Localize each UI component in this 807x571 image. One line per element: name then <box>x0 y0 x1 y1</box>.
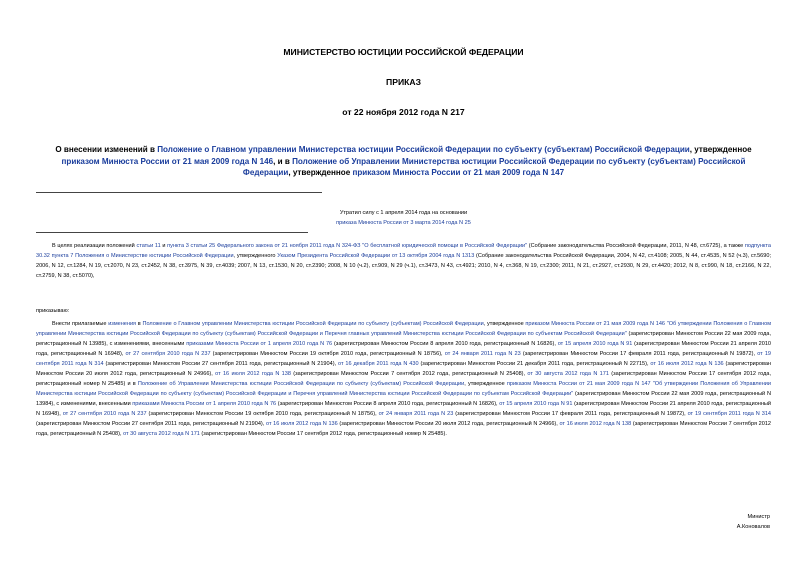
paragraph-text: , утвержденное <box>483 321 526 327</box>
paragraph-text: и <box>160 243 168 249</box>
law-link[interactable]: от 19 сентября 2011 года N 314 <box>687 411 771 417</box>
law-link[interactable]: от 30 августа 2012 года N 171 <box>123 431 200 437</box>
law-link[interactable]: от 19 сентября 2011 года N 314 <box>36 351 772 367</box>
repeal-note <box>36 208 771 228</box>
law-link[interactable]: от 16 июля 2012 года N 136 <box>650 361 724 367</box>
law-link[interactable]: "Об утверждении Положения о Главном управлении Министерства юстиции Российской Федерации по субъекту (субъектам) Российской Федерации и Перечня главных управлений Министерства юстиции Российской Федерации по субъектам Российской Федерации" <box>36 321 772 337</box>
divider <box>36 232 308 233</box>
paragraph-text: (зарегистрирован Минюстом России 27 сентября 2011 года, регистрационный N 21904), <box>103 361 338 367</box>
law-link[interactable]: от 24 января 2011 года N 23 <box>444 351 521 357</box>
preamble-paragraph <box>36 241 771 281</box>
title-text: , и в <box>273 156 293 166</box>
paragraph-text: (зарегистрирован Минюстом России 17 февраля 2011 года, регистрационный N 19872), <box>453 411 688 417</box>
paragraph-text: В целях реализации положений <box>52 243 137 249</box>
repeal-note-text: Утратил силу с 1 апреля 2014 года на основании <box>339 210 468 216</box>
law-link[interactable]: "Об утверждении Положения об Управлении Министерства юстиции Российской Федерации по субъекту (субъектам) Российской Федерации и Перечня управлений Министерства юстиции Российской Федерации по субъектам Российской Федерации" <box>36 381 771 397</box>
paragraph-text: (Собрание законодательства Российской Федерации, 2004, N 42, ст.4108; 2005, N 44, ст.4535, N 52 (ч.3), ст.5690; 2006, N 12, ст.1284, N 19, ст.2070, N 23, ст.2452, N 38, ст.3975, N 39, ст.4039; 2007, N 13, ст.1530, N 20, ст.2390; 2008, N 10 (ч.2), ст.909, N 29 (ч.1), ст.3473, N 43, ст.4921; 2010, N 4, ст.368, N 19, ст.2300; 2011, N 21, ст.2927, ст.2930, N 29, ст.4420; 2012, N 8, ст.990, N 18, ст.2166, N 22, ст.2759, N 38, ст.5070), <box>36 253 771 279</box>
document-date-number: от 22 ноября 2012 года N 217 <box>342 107 465 117</box>
ministry-name: МИНИСТЕРСТВО ЮСТИЦИИ РОССИЙСКОЙ ФЕДЕРАЦИИ <box>283 47 524 57</box>
law-link[interactable]: приказами Минюста России от 1 апреля 2010 года N 76 <box>132 401 277 407</box>
title-text: О внесении изменений в <box>55 145 158 154</box>
document-type: ПРИКАЗ <box>386 77 421 87</box>
title-link-order-147[interactable]: приказом Минюста России от 21 мая 2009 года N 147 <box>352 168 565 177</box>
paragraph-text: (зарегистрирован Минюстом России 19 октября 2010 года, регистрационный N 18756), <box>210 351 445 357</box>
signature-name: А.Коновалов <box>736 524 770 530</box>
paragraph-text: (зарегистрирован Минюстом России 20 июля 2012 года, регистрационный N 24966), <box>36 361 771 377</box>
repeal-note-link[interactable]: приказа Минюста России от 3 марта 2014 года N 25 <box>336 220 471 226</box>
law-link[interactable]: статьи 11 <box>136 243 161 249</box>
paragraph-text: (зарегистрирован Минюстом России 7 сентября 2012 года, регистрационный N 25408), <box>290 371 528 377</box>
paragraph-text: (зарегистрирован Минюстом России 22 мая 2009 года, регистрационный N 13984), с изменениями, внесенными <box>36 391 771 407</box>
paragraph-text: (зарегистрирован Минюстом России 19 октября 2010 года, регистрационный N 18756), <box>146 411 379 417</box>
paragraph-text: , утвержденного <box>233 253 278 259</box>
signature-position: Министр <box>747 514 770 520</box>
order-paragraph <box>36 319 771 439</box>
paragraph-text: (зарегистрирован Минюстом России 22 мая 2009 года, регистрационный N 13985), с изменениями, внесенными <box>36 331 771 347</box>
law-link[interactable]: приказом Минюста России от 21 мая 2009 года N 147 <box>506 381 651 387</box>
law-link[interactable]: от 24 января 2011 года N 23 <box>378 411 454 417</box>
law-link[interactable]: от 27 сентября 2010 года N 237 <box>62 411 147 417</box>
law-link[interactable]: от 16 декабря 2011 года N 430 <box>337 361 419 367</box>
paragraph-text: (зарегистрирован Минюстом России 17 сентября 2012 года, регистрационный номер N 25485) и в <box>36 371 771 387</box>
law-link[interactable]: от 30 августа 2012 года N 171 <box>527 371 609 377</box>
paragraph-text: (зарегистрирован Минюстом России 17 февраля 2011 года, регистрационный N 19872), <box>520 351 758 357</box>
law-link[interactable]: Положение о Главном управлении Министерства юстиции Российской Федерации по субъекту (субъектам) Российской Федерации <box>142 321 484 327</box>
title-link-regulation-office[interactable]: Положение об Управлении Министерства юстиции Российской Федерации по субъекту (субъектам) Российской Федерации <box>242 156 746 177</box>
paragraph-text: (зарегистрирован Минюстом России 8 апреля 2010 года, регистрационный N 16826), <box>332 341 558 347</box>
paragraph-text: (зарегистрирован Минюстом России 21 апреля 2010 года, регистрационный N 16948), <box>36 401 771 417</box>
law-link[interactable]: от 16 июля 2012 года N 136 <box>265 421 338 427</box>
law-link[interactable]: Указом Президента Российской Федерации от 13 октября 2004 года N 1313 <box>277 253 475 259</box>
law-link[interactable]: от 15 апреля 2010 года N 91 <box>557 341 633 347</box>
paragraph-text: (зарегистрирован Минюстом России 17 сентября 2012 года, регистрационный номер N 25485). <box>199 431 447 437</box>
paragraph-text: (зарегистрирован Минюстом России 20 июля 2012 года, регистрационный N 24966), <box>337 421 560 427</box>
divider <box>36 192 322 193</box>
title-text: , утвержденное <box>689 145 752 154</box>
law-link[interactable]: приказами Минюста России от 1 апреля 2010 года N 76 <box>186 341 333 347</box>
law-link[interactable]: подпункта 30.32 пункта 7 Положения о Министерстве юстиции Российской Федерации <box>36 243 771 259</box>
paragraph-text: (зарегистрирован Минюстом России 27 сентября 2011 года, регистрационный N 21904), <box>36 421 266 427</box>
order-label: приказываю: <box>36 308 70 314</box>
paragraph-text: (зарегистрирован Минюстом России 21 декабря 2011 года, регистрационный N 22715), <box>418 361 651 367</box>
paragraph-text: (зарегистрирован Минюстом России 8 апреля 2010 года, регистрационный N 16826), <box>276 401 500 407</box>
paragraph-text: (зарегистрирован Минюстом России 21 апреля 2010 года, регистрационный N 16948), <box>36 341 771 357</box>
law-link[interactable]: от 16 июля 2012 года N 138 <box>559 421 632 427</box>
law-link[interactable]: пункта 3 статьи 25 Федерального закона от 21 ноября 2011 года N 324-ФЗ "О бесплатной юридической помощи в Российской Федерации" <box>167 243 528 249</box>
document-title <box>40 144 767 179</box>
law-link[interactable]: от 15 апреля 2010 года N 91 <box>499 401 573 407</box>
law-link[interactable]: приказом Минюста России от 21 мая 2009 года N 146 <box>525 321 666 327</box>
title-link-order-146[interactable]: приказом Минюста России от 21 мая 2009 года N 146 <box>61 156 274 166</box>
law-link[interactable]: Положение об Управлении Министерства юстиции Российской Федерации по субъекту (субъектам) Российской Федерации <box>137 381 465 387</box>
title-link-regulation-main[interactable]: Положение о Главном управлении Министерства юстиции Российской Федерации по субъекту (субъектам) Российской Федерации <box>157 145 690 154</box>
law-link[interactable]: изменения <box>108 321 137 327</box>
paragraph-text: Внести прилагаемые <box>52 321 109 327</box>
law-link[interactable]: от 16 июля 2012 года N 138 <box>215 371 291 377</box>
law-link[interactable]: от 27 сентября 2010 года N 237 <box>125 351 211 357</box>
paragraph-text: (Собрание законодательства Российской Федерации, 2011, N 48, ст.6725), а также <box>527 243 745 249</box>
paragraph-text: , утвержденное <box>464 381 507 387</box>
title-text: , утвержденное <box>288 168 353 177</box>
paragraph-text: (зарегистрирован Минюстом России 7 сентября 2012 года, регистрационный N 25408), <box>36 421 771 437</box>
paragraph-text: в <box>136 321 143 327</box>
